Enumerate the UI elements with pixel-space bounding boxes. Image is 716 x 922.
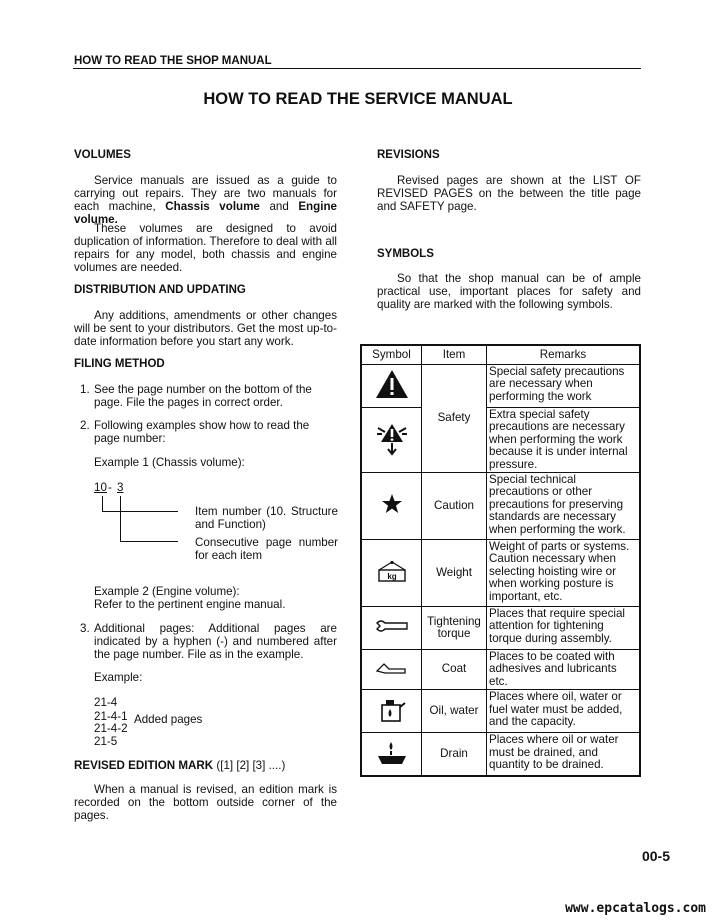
example-1-dash: - <box>108 481 112 494</box>
symbol-cell <box>361 733 422 777</box>
warning-triangle-icon <box>375 369 409 399</box>
caution-burst-icon <box>375 420 409 456</box>
page-example-2: 21-4-1 <box>94 710 128 723</box>
filing-item-2-number: 2. <box>80 419 90 432</box>
example-1-minor: 3 <box>117 481 124 494</box>
page-example-3: 21-4-2 <box>94 722 128 735</box>
table-row <box>361 540 640 607</box>
page-example-4: 21-5 <box>94 735 118 748</box>
symbol-cell <box>361 690 422 733</box>
diagram-line <box>120 496 121 542</box>
filing-item-3-text: Additional pages: Additional pages are indicated by a hyphen (-) and numbered after the page number. File as in the example. <box>94 622 337 661</box>
symbol-cell <box>361 607 422 650</box>
item-cell: Drain <box>422 733 487 777</box>
page-number: 00-5 <box>641 848 670 864</box>
watermark: www.epcatalogs.com <box>565 901 706 916</box>
table-row <box>361 473 640 540</box>
star-icon <box>381 493 403 515</box>
symbols-heading: SYMBOLS <box>377 248 434 260</box>
chassis-volume-term: Chassis volume <box>165 200 260 213</box>
filing-heading: FILING METHOD <box>74 358 165 370</box>
added-pages-label: Added pages <box>134 713 203 726</box>
coat-icon <box>375 661 409 675</box>
column-header-item: Item <box>422 345 487 365</box>
remarks-cell: Special technical precautions or other precautions for preserving standards are necessary when performing the work. <box>487 473 641 540</box>
weight-icon <box>375 560 409 582</box>
example-1-item-number-label: Item number (10. Structure and Function) <box>195 505 338 531</box>
running-header: HOW TO READ THE SHOP MANUAL <box>74 55 272 67</box>
symbol-cell <box>361 650 422 690</box>
revisions-heading: REVISIONS <box>377 149 440 161</box>
example-label: Example: <box>94 671 143 684</box>
example-1-label: Example 1 (Chassis volume): <box>94 456 245 469</box>
example-1-major: 10 <box>94 481 107 494</box>
oil-can-icon <box>378 697 406 723</box>
revised-edition-title: REVISED EDITION MARK <box>74 759 214 772</box>
remarks-cell: Places that require special attention for tightening torque during assembly. <box>487 607 641 650</box>
remarks-cell: Places where oil, water or fuel water must be added, and the capacity. <box>487 690 641 733</box>
volumes-text-and: and <box>269 200 289 213</box>
volumes-paragraph-1 <box>74 174 337 226</box>
example-2-label: Example 2 (Engine volume): <box>94 585 240 598</box>
filing-item-2-text: Following examples show how to read the page number: <box>94 419 310 445</box>
drain-icon <box>375 740 409 766</box>
volumes-heading: VOLUMES <box>74 149 131 161</box>
symbols-paragraph: So that the shop manual can be of ample practical use, important places for safety and quality are marked with the following symbols. <box>377 272 641 311</box>
item-cell: Caution <box>422 473 487 540</box>
table-row <box>361 607 640 650</box>
item-cell: Coat <box>422 650 487 690</box>
table-row <box>361 365 640 408</box>
example-2-description: Refer to the pertinent engine manual. <box>94 598 286 611</box>
filing-item-1-number: 1. <box>80 383 90 396</box>
item-cell: Oil, water <box>422 690 487 733</box>
revised-edition-paragraph: When a manual is revised, an edition mark is recorded on the bottom outside corner of the pages. <box>74 783 337 822</box>
table-row <box>361 690 640 733</box>
table-header-row <box>361 345 640 365</box>
volumes-text: Service manuals are issued as a guide to carrying out repairs. They are two manuals for each machine, <box>74 174 337 213</box>
revised-edition-marks: ([1] [2] [3] ....) <box>216 759 286 772</box>
remarks-cell: Places where oil or water must be drained, and quantity to be drained. <box>487 733 641 777</box>
remarks-cell: Places to be coated with adhesives and lubricants etc. <box>487 650 641 690</box>
diagram-line <box>102 496 103 512</box>
table-row <box>361 408 640 473</box>
weight-icon-label: kg <box>386 572 397 582</box>
remarks-cell: Extra special safety precautions are necessary when performing the work because it is under internal pressure. <box>487 408 641 473</box>
symbol-cell <box>361 365 422 408</box>
column-header-symbol: Symbol <box>361 345 422 365</box>
filing-item-3-number: 3. <box>80 622 90 635</box>
engine-volume-term: Engine volume. <box>74 200 337 226</box>
revisions-paragraph: Revised pages are shown at the LIST OF REVISED PAGES on the between the title page and SAFETY page. <box>377 174 641 213</box>
item-cell: Weight <box>422 540 487 607</box>
volumes-paragraph-2: These volumes are designed to avoid duplication of information. Therefore to deal with all repairs for any model, both chassis and engine volumes are needed. <box>74 222 337 274</box>
symbol-cell <box>361 408 422 473</box>
distribution-paragraph: Any additions, amendments or other changes will be sent to your distributors. Get the most up-to-date information before you start any work. <box>74 309 337 348</box>
column-header-remarks: Remarks <box>487 345 641 365</box>
remarks-cell: Weight of parts or systems. Caution necessary when selecting hoisting wire or when working posture is important, etc. <box>487 540 641 607</box>
item-cell: Tightening torque <box>422 607 487 650</box>
revised-edition-heading <box>74 759 285 772</box>
example-1-page-number-label: Consecutive page number for each item <box>195 536 338 562</box>
table-row <box>361 733 640 777</box>
remarks-cell: Special safety precautions are necessary when performing the work <box>487 365 641 408</box>
diagram-line <box>120 541 178 542</box>
distribution-heading: DISTRIBUTION AND UPDATING <box>74 284 246 296</box>
symbols-table <box>360 344 641 777</box>
wrench-icon <box>375 618 409 634</box>
table-row <box>361 650 640 690</box>
diagram-line <box>102 511 178 512</box>
header-rule <box>73 68 641 69</box>
item-cell: Safety <box>422 365 487 473</box>
page-example-1: 21-4 <box>94 696 118 709</box>
symbol-cell <box>361 473 422 540</box>
symbol-cell <box>361 540 422 607</box>
filing-item-1-text: See the page number on the bottom of the page. File the pages in correct order. <box>94 383 312 409</box>
page-title: HOW TO READ THE SERVICE MANUAL <box>203 90 513 108</box>
